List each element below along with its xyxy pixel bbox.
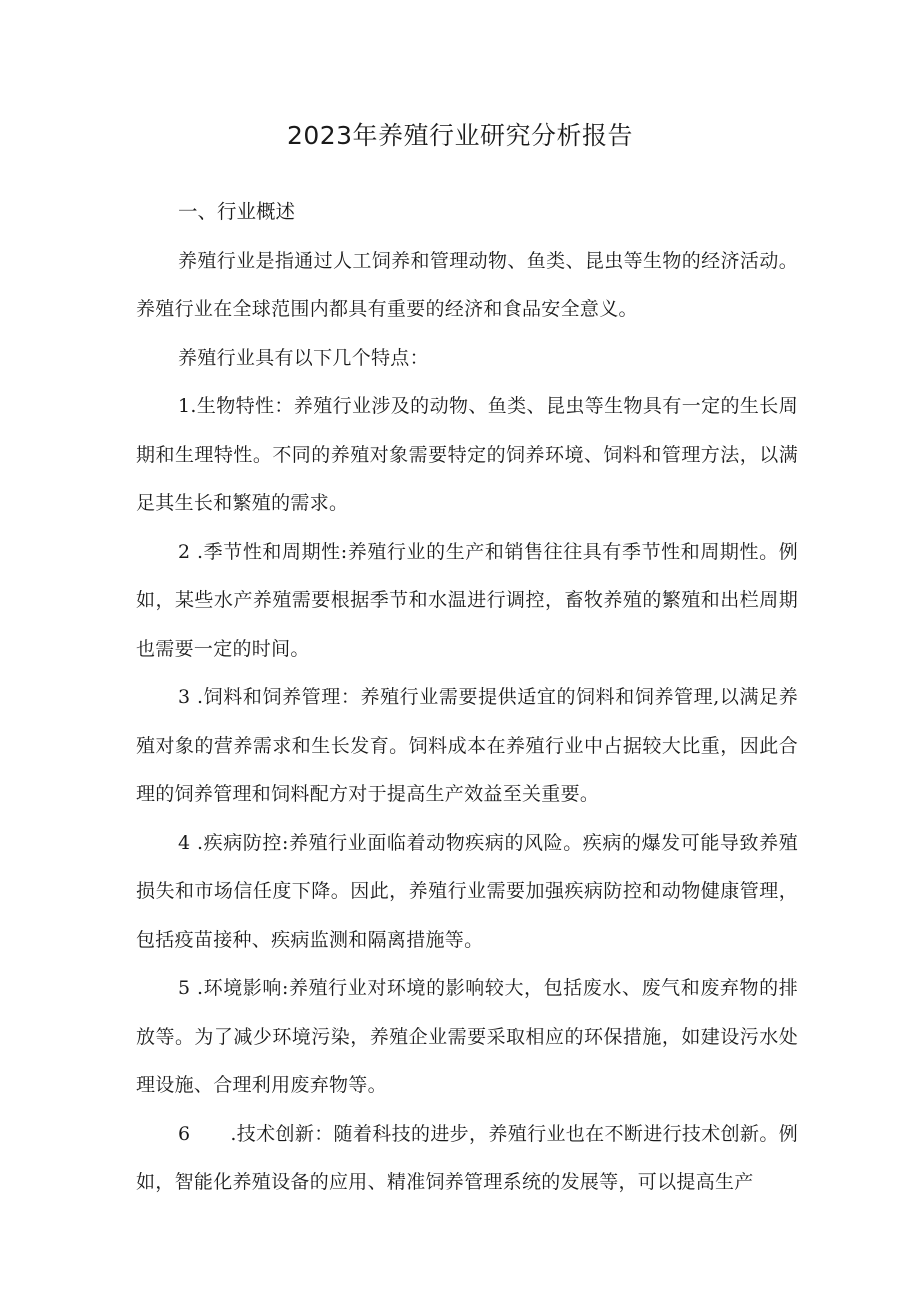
feature-item-5 xyxy=(136,964,798,1110)
document-body xyxy=(136,188,798,1207)
feature-item-3 xyxy=(136,673,798,819)
feature-number: 1. xyxy=(178,395,197,417)
feature-item-2 xyxy=(136,528,798,674)
features-lead: 养殖行业具有以下几个特点： xyxy=(178,346,429,369)
feature-number: 4 . xyxy=(178,831,204,854)
feature-text: 环境影响:养殖行业对环境的影响较大，包括废水、废气和废弃物的排放等。为了减少环境污染，养殖企业需要采取相应的环保措施，如建设污水处理设施、合理利用废弃物等。 xyxy=(136,977,798,1096)
feature-text: 季节性和周期性:养殖行业的生产和销售往往具有季节性和周期性。例如，某些水产养殖需要根据季节和水温进行调控，畜牧养殖的繁殖和出栏周期也需要一定的时间。 xyxy=(136,540,798,660)
feature-number: 5 . xyxy=(178,977,204,999)
feature-text: 生物特性：养殖行业涉及的动物、鱼类、昆虫等生物具有一定的生长周期和生理特性。不同的养殖对象需要特定的饲养环境、饲料和管理方法，以满足其生长和繁殖的需求。 xyxy=(136,395,798,514)
feature-text: 饲料和饲养管理：养殖行业需要提供适宜的饲料和饲养管理,以满足养殖对象的营养需求和生长发育。饲料成本在养殖行业中占据较大比重，因此合理的饲养管理和饲料配方对于提高生产效益至关重要。 xyxy=(136,686,798,805)
feature-text: .技术创新：随着科技的进步，养殖行业也在不断进行技术创新。例如，智能化养殖设备的应用、精准饲养管理系统的发展等，可以提高生产 xyxy=(136,1122,798,1193)
intro-paragraph: 养殖行业是指通过人工饲养和管理动物、鱼类、昆虫等生物的经济活动。养殖行业在全球范围内都具有重要的经济和食品安全意义。 xyxy=(136,249,798,320)
feature-number: 6 xyxy=(178,1122,191,1145)
section-heading: 一、行业概述 xyxy=(178,200,296,223)
feature-text: 疾病防控:养殖行业面临着动物疾病的风险。疾病的爆发可能导致养殖损失和市场信任度下降。因此，养殖行业需要加强疾病防控和动物健康管理，包括疫苗接种、疾病监测和隔离措施等。 xyxy=(136,831,798,951)
feature-item-6 xyxy=(136,1110,798,1207)
document-title: 2023年养殖行业研究分析报告 xyxy=(286,121,634,150)
feature-item-4 xyxy=(136,819,798,965)
feature-number: 2 . xyxy=(178,540,204,563)
feature-item-1 xyxy=(136,382,798,528)
feature-number: 3 . xyxy=(178,686,204,708)
